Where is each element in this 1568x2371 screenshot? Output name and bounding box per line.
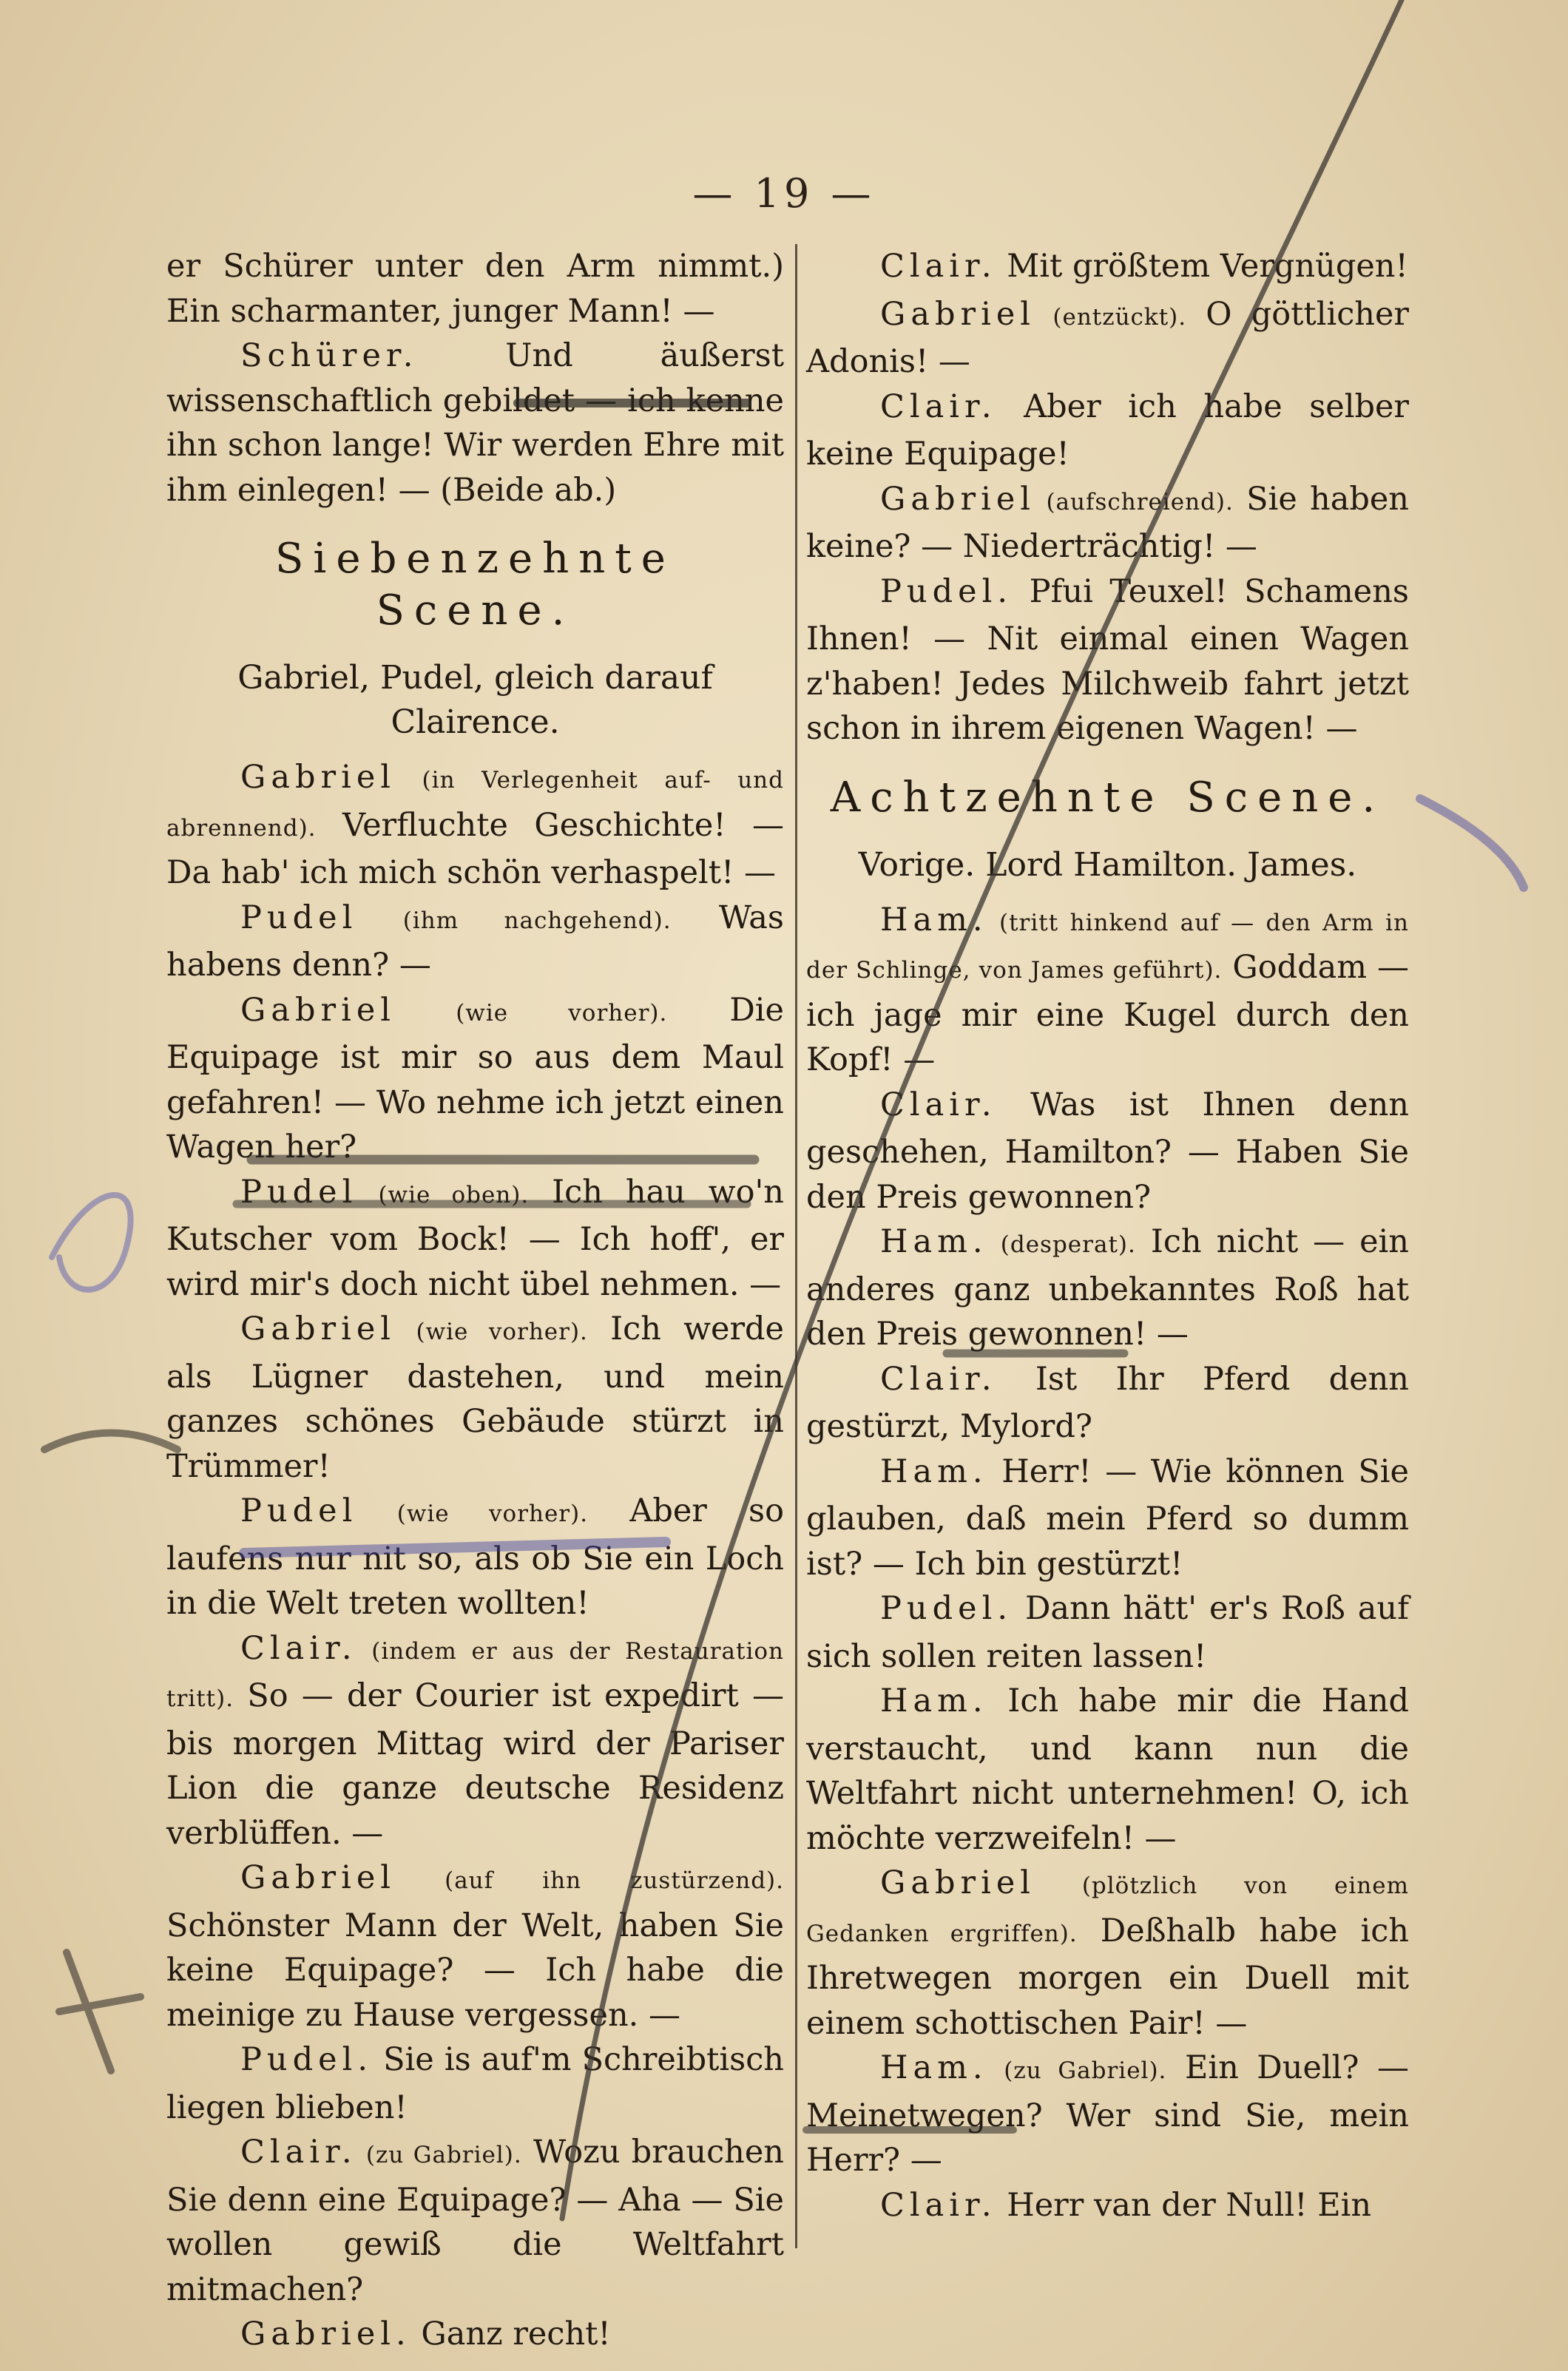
page-number: — 19 —: [692, 170, 876, 217]
stage-direction: (wie vorher).: [357, 1501, 589, 1527]
speaker-name: Clair.: [880, 2186, 997, 2224]
speaker-name: Ham.: [880, 1452, 988, 1490]
stage-direction: (zu Gabriel).: [987, 2057, 1167, 2084]
dialogue-line: [806, 1861, 1409, 2046]
dialogue-line: [806, 1450, 1409, 1587]
stage-direction: (entzückt).: [1035, 303, 1187, 331]
line-text: Was ist Ihnen denn geschehen, Hamilton? — Haben Sie den Preis gewonnen?: [806, 1086, 1409, 1216]
line-text: O göttlicher Adonis! —: [806, 295, 1409, 380]
speaker-name: Gabriel.: [240, 2316, 411, 2353]
dialogue-line: [166, 2312, 784, 2360]
line-text: Ich werde als Lügner dastehen, und mein ganzes schönes Gebäude stürzt in Trümmer!: [166, 1310, 784, 1485]
column-divider: [795, 244, 797, 2248]
stage-direction: (zu Gabriel).: [356, 2142, 522, 2168]
line-text: Und äußerst wissenschaftlich gebildet — ich kenne ihn schon lange! Wir werden Ehre mit ihm einlegen! — (Beide ab.): [166, 337, 784, 509]
dialogue-line: [806, 569, 1409, 751]
stage-direction: (wie vorher).: [396, 999, 668, 1026]
speaker-name: Schürer.: [240, 337, 419, 374]
stage-direction: (indem er aus der Restauration tritt).: [166, 1637, 784, 1712]
line-text: Sie is auf'm Schreibtisch liegen blieben!: [166, 2041, 784, 2126]
dialogue-line: [806, 1083, 1409, 1220]
stage-direction: (desperat).: [987, 1231, 1136, 1258]
dialogue-line: [166, 1170, 784, 1308]
scene-cast-18: Vorige. Lord Hamilton. James.: [858, 845, 1357, 884]
speaker-name: Clair.: [880, 1360, 997, 1398]
blue-margin-scribble: [1420, 799, 1524, 887]
dialogue-line: [166, 1626, 784, 1856]
speaker-name: Gabriel: [240, 759, 396, 796]
dialogue-line: [806, 2183, 1409, 2231]
line-text: Pfui Teuxel! Schamens Ihnen! — Nit einmal einen Wagen z'haben! Jedes Milchweib fahrt jetzt schon in ihrem eigenen Wagen! —: [806, 572, 1409, 747]
dialogue-line: [806, 1679, 1409, 1861]
dialogue-line: [806, 898, 1409, 1083]
pencil-margin-scribble-2: [44, 1433, 178, 1450]
dialogue-line: [166, 2130, 784, 2312]
dialogue-line: [166, 1307, 784, 1489]
line-text: Ich hau wo'n Kutscher vom Bock! — Ich hoff', er wird mir's doch nicht übel nehmen. —: [166, 1173, 784, 1303]
line-text: Sie haben keine? — Niederträchtig! —: [806, 480, 1409, 565]
line-text: Wozu brauchen Sie denn eine Equipage? — Aha — Sie wollen gewiß die Weltfahrt mitmachen?: [166, 2134, 784, 2308]
dialogue-line: [806, 1586, 1409, 1679]
line-text: Ganz recht!: [410, 2316, 611, 2353]
line-text: Die Equipage ist mir so aus dem Maul gefahren! — Wo nehme ich jetzt einen Wagen her?: [166, 991, 785, 1166]
speaker-name: Clair.: [880, 388, 997, 425]
speaker-name: Gabriel: [240, 1310, 396, 1347]
line-text: Aber so laufens nur nit so, als ob Sie ein Loch in die Welt treten wollten!: [166, 1492, 784, 1622]
stage-direction: (wie vorher).: [396, 1319, 588, 1345]
speaker-name: Pudel: [240, 1173, 358, 1211]
pencil-margin-scribble-1: [52, 1195, 131, 1290]
left-schuerer-line: [166, 334, 784, 513]
speaker-name: Ham.: [880, 901, 988, 938]
line-text: Schönster Mann der Welt, haben Sie keine Equipage? — Ich habe die meinige zu Hause vergessen. —: [166, 1907, 784, 2034]
left-column: [166, 244, 784, 2360]
stage-direction: (plötzlich von einem Gedanken ergriffen).: [806, 1873, 1409, 1947]
speaker-name: Pudel: [240, 899, 358, 936]
dialogue-line: [806, 385, 1409, 477]
dialogue-line: [806, 2046, 1409, 2183]
line-text: Verfluchte Geschichte! — Da hab' ich mich schön verhaspelt! —: [166, 806, 784, 891]
stage-direction: (wie oben).: [357, 1181, 530, 1208]
line-text: Dann hätt' er's Roß auf sich sollen reiten lassen!: [806, 1590, 1409, 1675]
stage-direction: (in Verlegenheit auf- und abrennend).: [166, 767, 784, 842]
speaker-name: Clair.: [240, 1629, 357, 1667]
dialogue-line: [806, 1220, 1409, 1357]
speaker-name: Ham.: [880, 2049, 988, 2086]
dialogue-line: [166, 988, 784, 1170]
stage-direction: (tritt hinkend auf — den Arm in der Schlinge, von James geführt).: [806, 909, 1409, 984]
line-text: Aber ich habe selber keine Equipage!: [806, 388, 1409, 473]
dialogue-line: [166, 755, 784, 896]
line-text: Ein Duell? — Meinetwegen? Wer sind Sie, mein Herr? —: [806, 2049, 1409, 2179]
speaker-name: Gabriel: [880, 295, 1036, 333]
line-text: Ist Ihr Pferd denn gestürzt, Mylord?: [806, 1360, 1409, 1445]
line-text: Herr van der Null! Ein: [996, 2186, 1372, 2224]
line-text: So — der Courier ist expedirt — bis morgen Mittag wird der Pariser Lion die ganze deutsche Residenz verblüffen. —: [166, 1677, 784, 1852]
speaker-name: Pudel: [240, 1492, 358, 1529]
dialogue-line: [806, 1357, 1409, 1450]
speaker-name: Gabriel: [880, 1864, 1036, 1901]
dialogue-block-right-bottom: [806, 898, 1409, 2231]
line-text: Ich nicht — ein anderes ganz unbekanntes Roß hat den Preis gewonnen! —: [806, 1223, 1409, 1353]
speaker-name: Pudel.: [880, 1590, 1013, 1627]
line-text: Ich habe mir die Hand verstaucht, und kann nun die Weltfahrt nicht unternehmen! O, ich möchte verzweifeln! —: [806, 1682, 1409, 1857]
line-text: Herr! — Wie können Sie glauben, daß mein Pferd so dumm ist? — Ich bin gestürzt!: [806, 1452, 1409, 1583]
dialogue-line: [166, 1856, 784, 2037]
scene-title-18: Achtzehnte Scene.: [830, 773, 1385, 822]
scene-cast-17: Gabriel, Pudel, gleich darauf Clairence.: [237, 659, 713, 741]
pencil-margin-scribble-3: [59, 1952, 141, 2071]
speaker-name: Pudel.: [240, 2041, 374, 2078]
dialogue-line: [166, 2037, 784, 2130]
line-text: Deßhalb habe ich Ihretwegen morgen ein Duell mit einem schottischen Pair! —: [806, 1912, 1409, 2042]
speaker-name: Clair.: [240, 2134, 357, 2171]
speaker-name: Gabriel: [880, 480, 1036, 518]
line-text: Was habens denn? —: [166, 899, 784, 984]
dialogue-line: [806, 477, 1409, 569]
speaker-name: Gabriel: [240, 991, 396, 1029]
dialogue-line: [806, 244, 1409, 292]
speaker-name: Clair.: [880, 1086, 997, 1123]
dialogue-line: [166, 896, 784, 988]
speaker-name: Pudel.: [880, 572, 1013, 610]
right-column: [806, 244, 1409, 2230]
stage-direction: (aufschreiend).: [1035, 488, 1234, 515]
dialogue-line: [166, 1489, 784, 1626]
dialogue-block-left: [166, 755, 784, 2360]
left-continuation-line: er Schürer unter den Arm nimmt.) Ein scharmanter, junger Mann! —: [166, 248, 784, 330]
line-text: Goddam — ich jage mir eine Kugel durch den Kopf! —: [806, 949, 1409, 1078]
stage-direction: (auf ihn zustürzend).: [396, 1867, 784, 1894]
scene-title-17: Siebenzehnte Scene.: [275, 535, 675, 635]
speaker-name: Ham.: [880, 1682, 988, 1719]
line-text: Mit größtem Vergnügen!: [996, 248, 1408, 285]
speaker-name: Ham.: [880, 1223, 988, 1260]
speaker-name: Clair.: [880, 248, 997, 285]
dialogue-block-right-top: [806, 244, 1409, 751]
dialogue-line: [806, 292, 1409, 385]
speaker-name: Gabriel: [240, 1859, 396, 1896]
stage-direction: (ihm nachgehend).: [357, 907, 672, 934]
